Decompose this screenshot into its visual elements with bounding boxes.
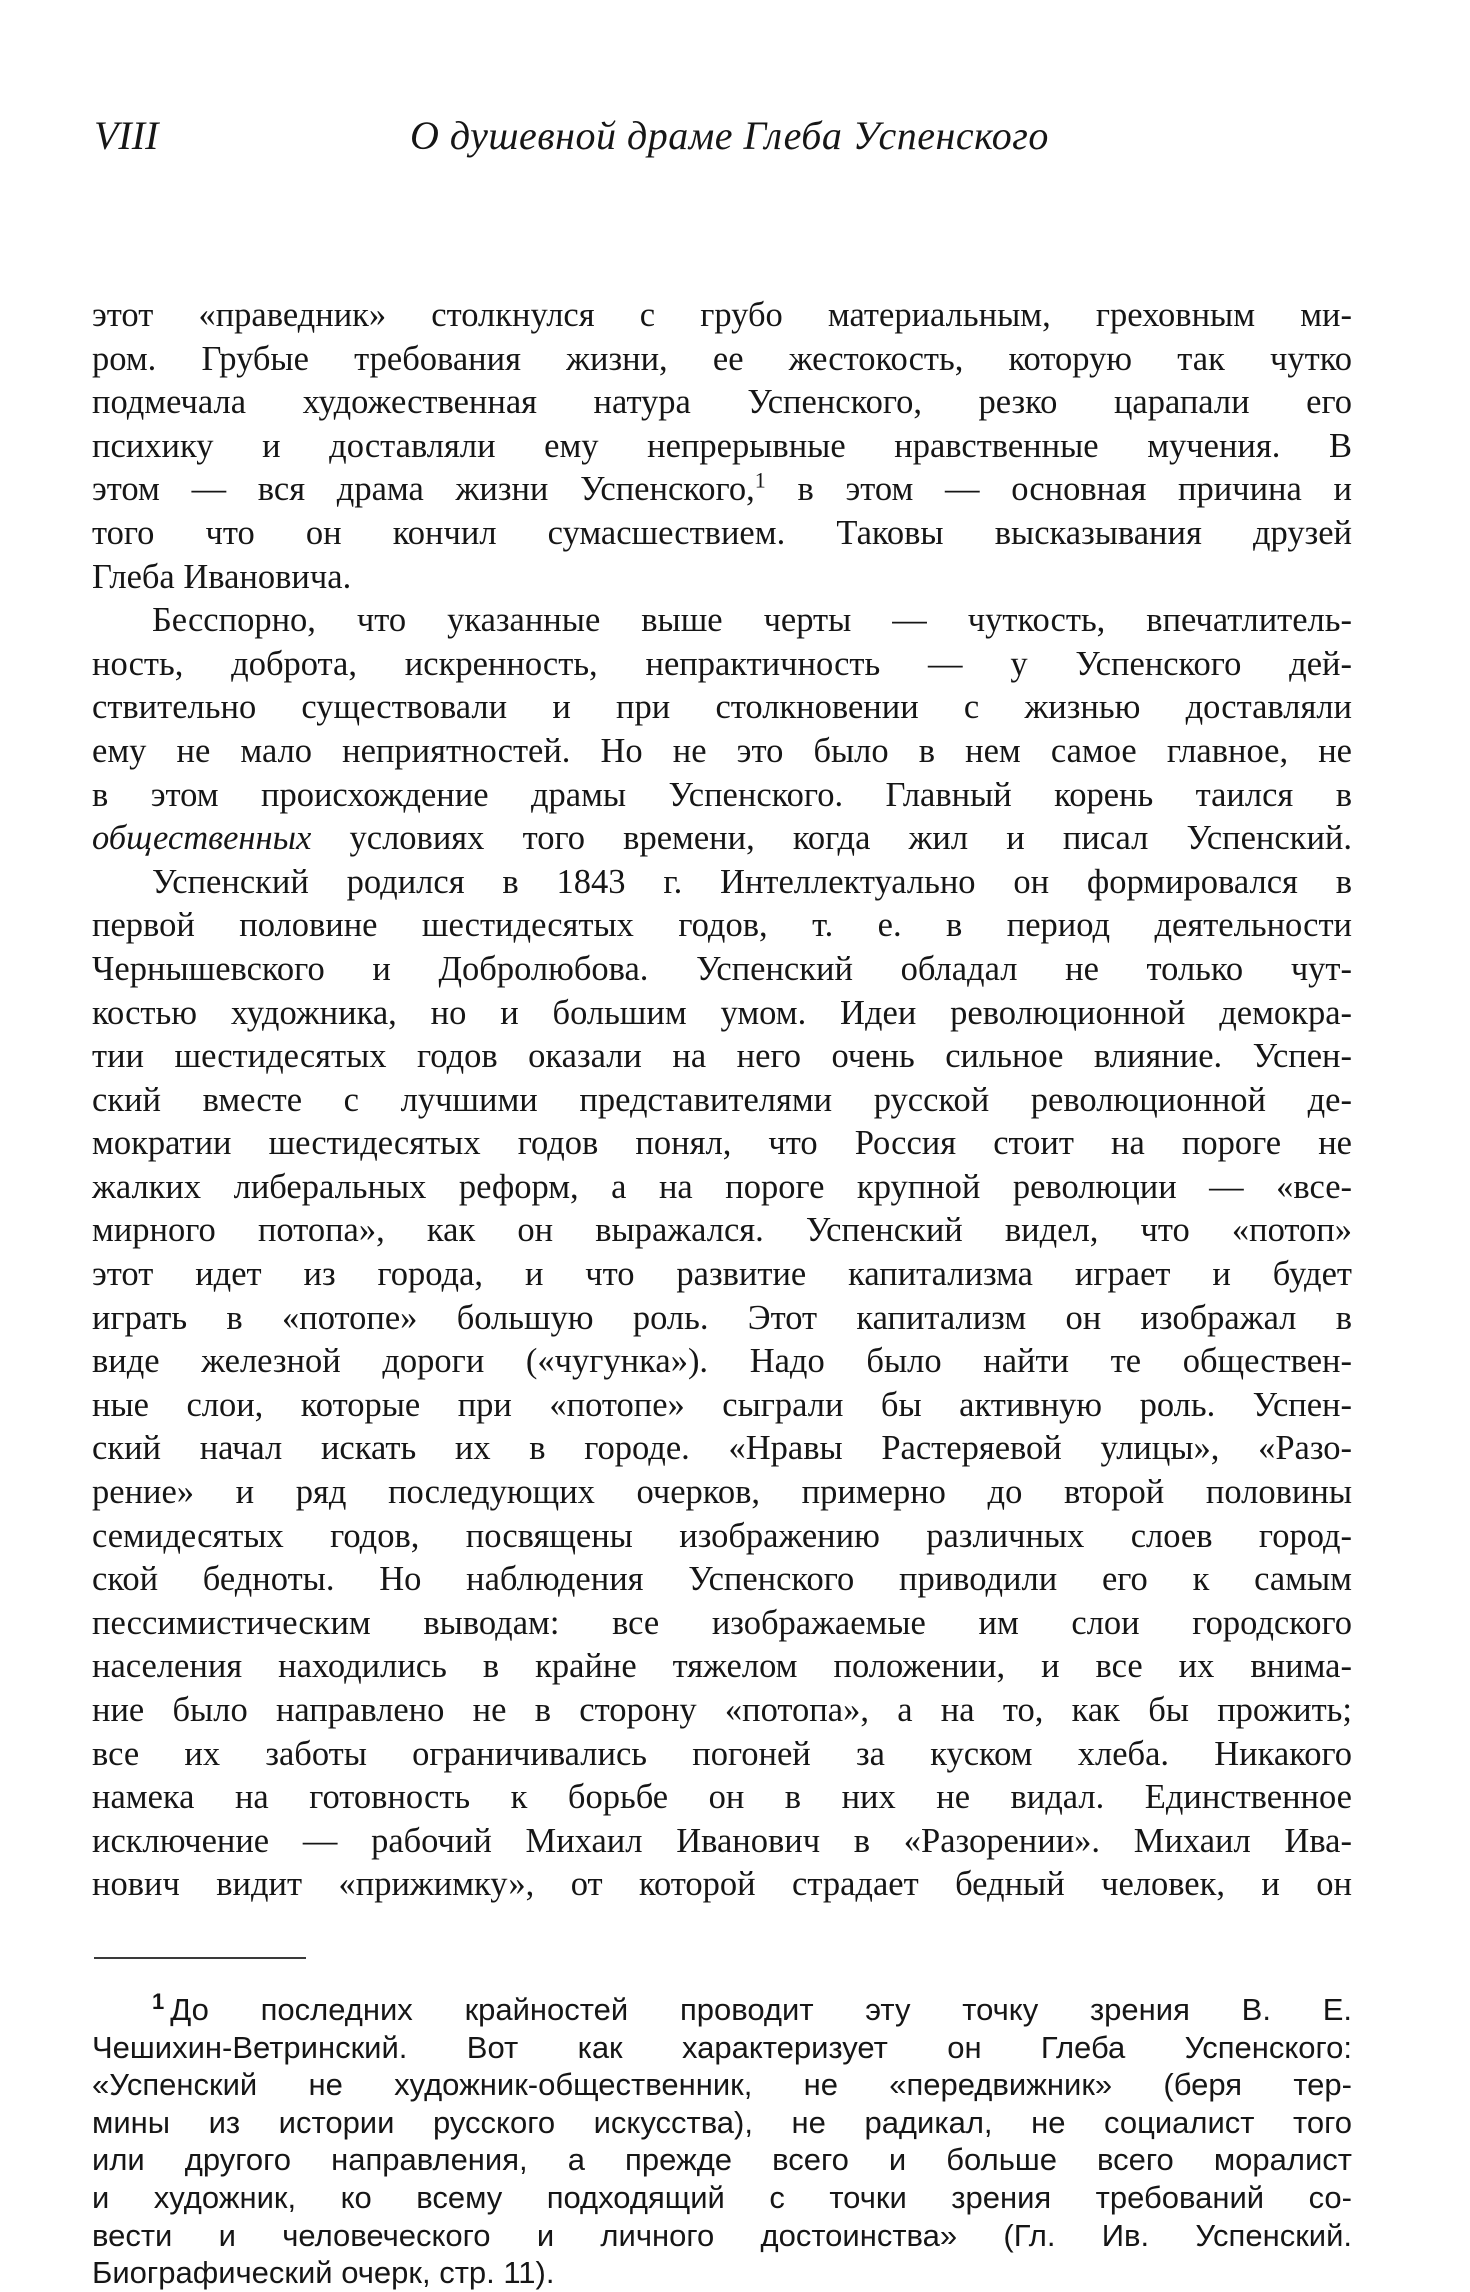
text-line: этот «праведник» столкнулся с грубо материальным, греховным ми- bbox=[92, 296, 1352, 334]
text-fragment: До последних крайностей проводит эту точку зрения В. Е. bbox=[170, 1991, 1352, 2027]
footnote-line: мины из истории русского искусства), не радикал, не социалист того bbox=[92, 2104, 1352, 2140]
book-page bbox=[92, 100, 1352, 2292]
footnote-line: Биографический очерк, стр. 11). bbox=[92, 2255, 555, 2291]
text-line: Глеба Ивановича. bbox=[92, 557, 352, 596]
text-line: мирного потопа», как он выражался. Успенский видел, что «потоп» bbox=[92, 1211, 1352, 1250]
footnote-line: «Успенский не художник-общественник, не «передвижник» (беря тер- bbox=[92, 2067, 1352, 2103]
paragraph-start: Успенский родился в 1843 г. Интеллектуально он формировался в bbox=[152, 862, 1352, 901]
footnote-line: вести и человеческого и личного достоинства» (Гл. Ив. Успенский. bbox=[92, 2217, 1352, 2253]
text-line: костью художника, но и большим умом. Идеи революционной демокра- bbox=[92, 993, 1352, 1032]
text-line: ской бедноты. Но наблюдения Успенского приводили его к самым bbox=[92, 1560, 1352, 1599]
text-line: играть в «потопе» большую роль. Этот капитализм он изображал в bbox=[92, 1298, 1352, 1337]
text-line: исключение — рабочий Михаил Иванович в «Разорении». Михаил Ива- bbox=[92, 1821, 1352, 1860]
text-fragment: в этом — основная причина и bbox=[797, 470, 1353, 509]
text-line: тии шестидесятых годов оказали на него очень сильное влияние. Успен- bbox=[92, 1037, 1352, 1076]
text-line: намека на готовность к борьбе он в них не видал. Единственное bbox=[92, 1778, 1352, 1817]
text-line: в этом происхождение драмы Успенского. Главный корень таился в bbox=[92, 775, 1352, 814]
text-fragment: этом — вся драма жизни Успенского, bbox=[92, 470, 755, 509]
running-head bbox=[92, 100, 1352, 170]
text-line: ние было направлено не в сторону «потопа», а на то, как бы прожить; bbox=[92, 1691, 1352, 1729]
footnote bbox=[92, 1988, 1352, 2292]
text-line: ему не мало неприятностей. Но не это было в нем самое главное, не bbox=[92, 731, 1352, 770]
footnote-line: или другого направления, а прежде всего и больше всего моралист bbox=[92, 2142, 1352, 2178]
paragraph-start: Бесспорно, что указанные выше черты — чуткость, впечатлитель- bbox=[152, 601, 1352, 640]
text-line: ствительно существовали и при столкновении с жизнью доставляли bbox=[92, 688, 1352, 727]
footnote-line: и художник, ко всему подходящий с точки зрения требований со- bbox=[92, 2179, 1352, 2215]
text-line: семидесятых годов, посвящены изображению различных слоев город- bbox=[92, 1516, 1352, 1555]
text-line: подмечала художественная натура Успенского, резко царапали его bbox=[92, 383, 1352, 422]
text-line: этот идет из города, и что развитие капитализма играет и будет bbox=[92, 1255, 1352, 1294]
text-fragment: условиях того времени, когда жил и писал Успенский. bbox=[349, 819, 1352, 858]
text-line: ные слои, которые при «потопе» сыграли бы активную роль. Успен- bbox=[92, 1385, 1352, 1424]
footnote-reference: 1 bbox=[754, 467, 766, 493]
text-line: все их заботы ограничивались погоней за куском хлеба. Никакого bbox=[92, 1734, 1352, 1773]
text-line: ность, доброта, искренность, непрактичность — у Успенского дей- bbox=[92, 644, 1352, 683]
text-line: рение» и ряд последующих очерков, примерно до второй половины bbox=[92, 1473, 1352, 1512]
footnote-mark: 1 bbox=[152, 1988, 165, 2014]
main-text bbox=[92, 294, 1352, 1907]
text-line: мократии шестидесятых годов понял, что Россия стоит на пороге не bbox=[92, 1124, 1352, 1163]
footnote-divider bbox=[94, 1957, 306, 1959]
italic-emphasis: общественных bbox=[92, 819, 312, 858]
text-line: Чернышевского и Добролюбова. Успенский обладал не только чут- bbox=[92, 949, 1352, 988]
running-title: О душевной драме Глеба Успенского bbox=[410, 113, 1049, 158]
text-line bbox=[92, 817, 1352, 861]
text-line: ский вместе с лучшими представителями русской революционной де- bbox=[92, 1080, 1352, 1119]
text-line: того что он кончил сумасшествием. Таковы высказывания друзей bbox=[92, 513, 1352, 552]
text-line: населения находились в крайне тяжелом положении, и все их внима- bbox=[92, 1647, 1352, 1686]
footnote-line bbox=[92, 1988, 1352, 2029]
text-line: психику и доставляли ему непрерывные нравственные мучения. В bbox=[92, 426, 1352, 465]
page-number: VIII bbox=[94, 113, 159, 158]
text-line bbox=[92, 468, 1352, 512]
text-line: ский начал искать их в городе. «Нравы Растеряевой улицы», «Разо- bbox=[92, 1429, 1352, 1468]
footnote-line: Чешихин-Ветринский. Вот как характеризует он Глеба Успенского: bbox=[92, 2029, 1352, 2065]
text-line: первой половине шестидесятых годов, т. е. в период деятельности bbox=[92, 906, 1352, 945]
text-line: виде железной дороги («чугунка»). Надо было найти те обществен- bbox=[92, 1342, 1352, 1381]
text-line: пессимистическим выводам: все изображаемые им слои городского bbox=[92, 1603, 1352, 1642]
text-line: жалких либеральных реформ, а на пороге крупной революции — «все- bbox=[92, 1167, 1352, 1206]
text-line: ром. Грубые требования жизни, ее жестокость, которую так чутко bbox=[92, 339, 1352, 378]
text-line: нович видит «прижимку», от которой страдает бедный человек, и он bbox=[92, 1865, 1352, 1904]
